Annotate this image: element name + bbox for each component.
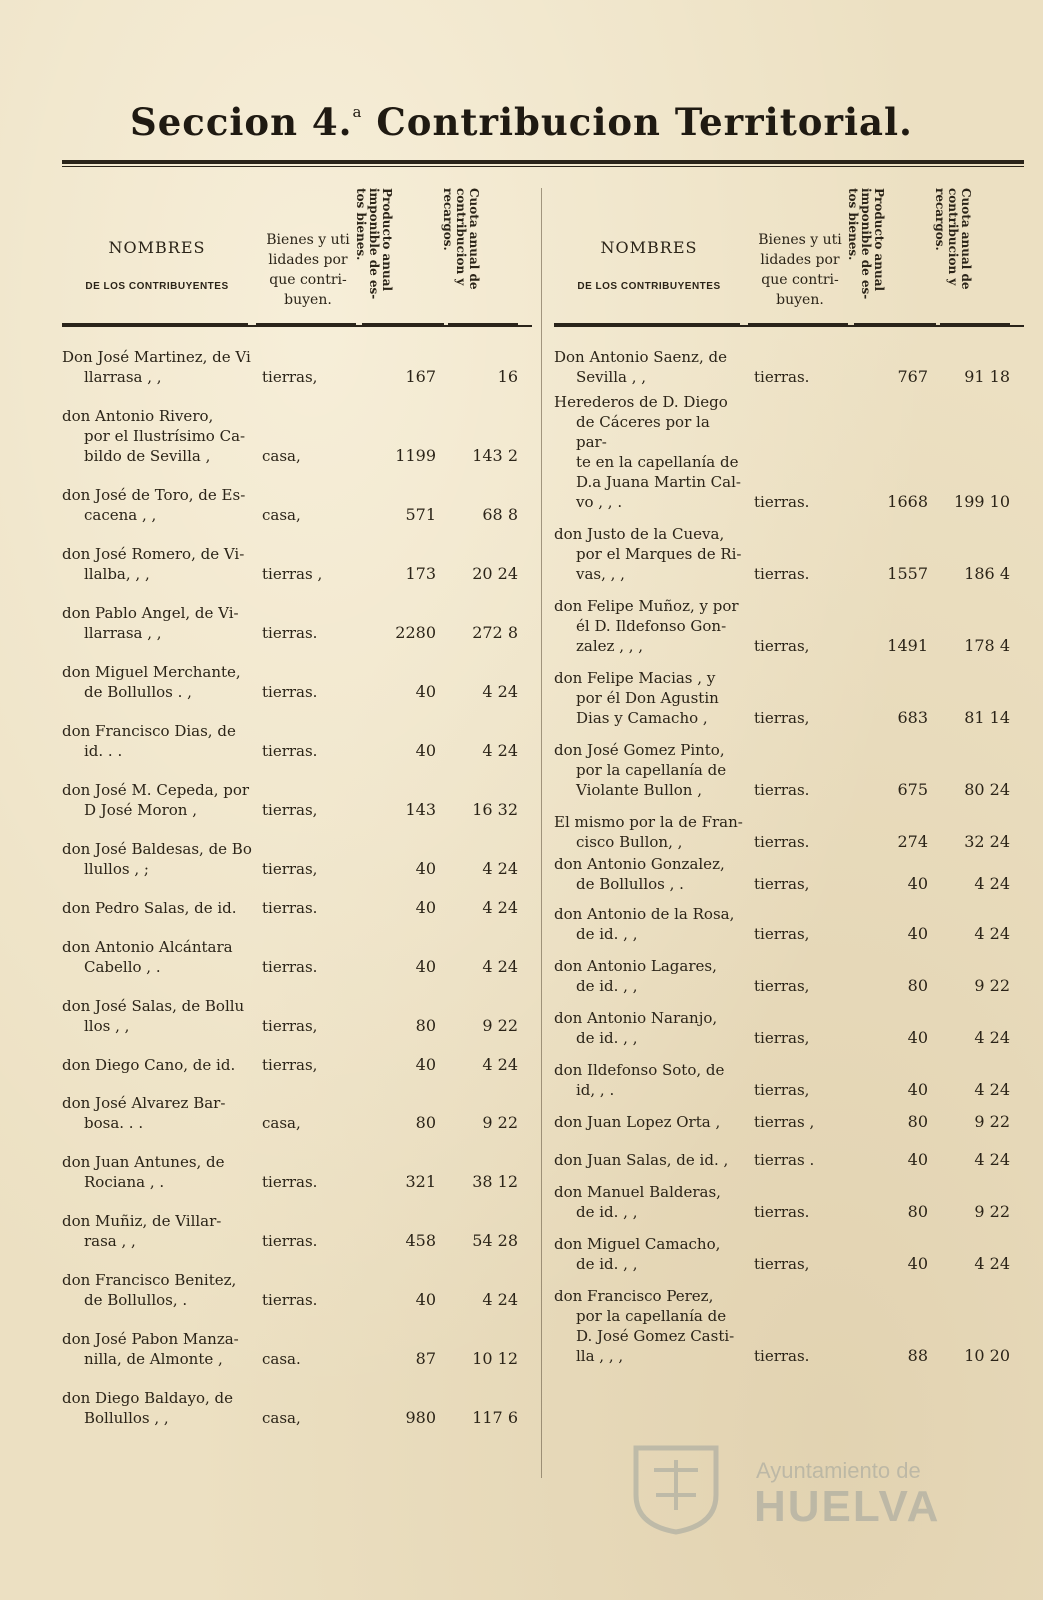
bienes-cell: tierras, [262, 368, 318, 386]
producto-cell: 40 [907, 1254, 928, 1273]
cuota-cell: 4 24 [482, 898, 518, 917]
table-row [62, 996, 532, 1036]
bienes-cell: tierras, [262, 1056, 318, 1074]
contributor-name-line: don Antonio Naranjo, [554, 1009, 718, 1027]
contributor-name-line: don Manuel Balderas, [554, 1183, 721, 1201]
contributor-name-line: id, , . [576, 1081, 615, 1099]
contributor-name [554, 1150, 744, 1170]
producto-cell: 458 [405, 1231, 436, 1250]
contributor-name-line: cisco Bullon, , [576, 833, 683, 851]
table-row [62, 1152, 532, 1192]
contributor-name-line: don Juan Antunes, de [62, 1153, 225, 1171]
contributor-name-line: él D. Ildefonso Gon- [576, 617, 727, 635]
table-row [554, 1286, 1024, 1366]
producto-cell: 40 [415, 741, 436, 760]
header-cuota-right: Cuota anual de contribucion y recargos. [933, 188, 973, 290]
contributor-name-line: cacena , , [84, 506, 157, 524]
contributor-name-line: don Miguel Merchante, [62, 663, 241, 681]
contributor-name-line: zalez , , , [576, 637, 644, 655]
contributor-name-line: por el Ilustrísimo Ca- [84, 427, 246, 445]
contributor-name-line: don Pablo Angel, de Vi- [62, 604, 239, 622]
bienes-cell: tierras. [262, 1291, 318, 1309]
contributor-name [62, 839, 252, 879]
bienes-cell: casa, [262, 447, 301, 465]
contributor-name-line: bosa. . . [84, 1114, 144, 1132]
table-row [62, 603, 532, 643]
producto-cell: 2280 [395, 623, 436, 642]
table-row [62, 937, 532, 977]
contributor-name [62, 662, 252, 702]
bienes-cell: tierras. [754, 1347, 810, 1365]
contributor-name-line: de Cáceres por la par- [576, 413, 710, 451]
bienes-cell: tierras. [754, 833, 810, 851]
contributor-name-line: Violante Bullon , [576, 781, 702, 799]
contributor-name [554, 956, 744, 996]
contributor-name-line: don Francisco Dias, de [62, 722, 236, 740]
producto-cell: 40 [907, 924, 928, 943]
contributor-name-line: don Antonio Rivero, [62, 407, 214, 425]
contributor-name-line: don Ildefonso Soto, de [554, 1061, 725, 1079]
table-row [554, 1008, 1024, 1048]
bienes-cell: tierras. [754, 1203, 810, 1221]
producto-cell: 80 [907, 1202, 928, 1221]
producto-cell: 80 [415, 1016, 436, 1035]
cuota-cell: 4 24 [482, 957, 518, 976]
contributor-name-line: por él Don Agustin [576, 689, 719, 707]
contributor-name-line: don Felipe Macias , y [554, 669, 716, 687]
table-row [554, 1060, 1024, 1100]
crest-icon [626, 1440, 726, 1535]
contributor-name [554, 524, 744, 584]
producto-cell: 40 [415, 859, 436, 878]
contributor-name-line: por el Marques de Ri- [576, 545, 742, 563]
contributor-name [62, 1211, 252, 1251]
producto-cell: 40 [907, 874, 928, 893]
contributor-name-line: por la capellanía de [576, 1307, 727, 1325]
contributor-name-line: D José Moron , [84, 801, 197, 819]
contributor-name-line: Sevilla , , [576, 368, 647, 386]
contributor-name-line: don Francisco Benitez, [62, 1271, 237, 1289]
header-contribuyentes: DE LOS CONTRIBUYENTES [85, 281, 229, 292]
bienes-cell: tierras , [262, 565, 323, 583]
header-nombres-right [554, 238, 744, 292]
table-row [62, 1329, 532, 1369]
cuota-cell: 9 22 [974, 1202, 1010, 1221]
cuota-cell: 4 24 [482, 1290, 518, 1309]
bienes-cell: tierras, [262, 801, 318, 819]
table-row [62, 1055, 532, 1075]
contributor-name-line: Don José Martinez, de Vi [62, 348, 251, 366]
bienes-cell: tierras. [262, 958, 318, 976]
producto-cell: 1668 [887, 492, 928, 511]
contributor-name [62, 996, 252, 1036]
contributor-name-line: de Bollullos . , [84, 683, 192, 701]
contributor-name-line: don Francisco Perez, [554, 1287, 714, 1305]
bienes-cell: tierras, [754, 1029, 810, 1047]
contributor-name [62, 721, 252, 761]
bienes-cell: tierras, [754, 709, 810, 727]
bienes-cell: tierras, [754, 875, 810, 893]
contributor-name [554, 668, 744, 728]
bienes-cell: tierras. [262, 742, 318, 760]
contributor-name-line: rasa , , [84, 1232, 136, 1250]
bienes-cell: tierras. [262, 899, 318, 917]
producto-cell: 40 [415, 1290, 436, 1309]
cuota-cell: 4 24 [482, 682, 518, 701]
contributor-name-line: don Pedro Salas, de id. [62, 899, 237, 917]
table-row [62, 347, 532, 387]
contributor-name [62, 347, 252, 387]
cuota-cell: 54 28 [472, 1231, 518, 1250]
contributor-name [62, 1388, 252, 1428]
producto-cell: 173 [405, 564, 436, 583]
contributor-name [62, 1093, 252, 1133]
table-row [554, 1234, 1024, 1274]
producto-cell: 40 [907, 1080, 928, 1099]
cuota-cell: 272 8 [472, 623, 518, 642]
cuota-cell: 9 22 [974, 1112, 1010, 1131]
contributor-name-line: don Muñiz, de Villar- [62, 1212, 222, 1230]
contributor-name [554, 740, 744, 800]
bienes-cell: tierras, [754, 1081, 810, 1099]
producto-cell: 40 [415, 1055, 436, 1074]
cuota-cell: 38 12 [472, 1172, 518, 1191]
contributor-name [554, 1008, 744, 1048]
contributor-name-line: Rociana , . [84, 1173, 165, 1191]
contributor-name-line: don Diego Cano, de id. [62, 1056, 236, 1074]
header-bienes: Bienes y uti lidades por que contri- buyen. [266, 232, 350, 308]
contributor-name-line: de id. , , [576, 977, 638, 995]
contributor-name-line: vo , , . [576, 493, 623, 511]
contributor-name [554, 1182, 744, 1222]
bienes-cell: tierras. [262, 683, 318, 701]
right-rows [554, 347, 1024, 1366]
contributor-name-line: don Miguel Camacho, [554, 1235, 721, 1253]
producto-cell: 571 [405, 505, 436, 524]
cuota-cell: 16 32 [472, 800, 518, 819]
table-row [554, 347, 1024, 387]
cuota-cell: 143 2 [472, 446, 518, 465]
bienes-cell: casa, [262, 506, 301, 524]
contributor-name-line: llarrasa , , [84, 624, 162, 642]
producto-cell: 40 [907, 1150, 928, 1169]
cuota-cell: 80 24 [964, 780, 1010, 799]
contributor-name-line: don Antonio Alcántara [62, 938, 233, 956]
table-row [62, 1211, 532, 1251]
contributor-name [554, 1286, 744, 1366]
header-cuota: Cuota anual de contribucion y recargos. [441, 188, 481, 290]
producto-cell: 321 [405, 1172, 436, 1191]
header-contribuyentes-right: DE LOS CONTRIBUYENTES [577, 281, 721, 292]
cuota-cell: 10 20 [964, 1346, 1010, 1365]
title-rest: Contribucion Territorial. [362, 100, 913, 144]
header-bienes-right: Bienes y uti lidades por que contri- buyen. [758, 232, 842, 308]
producto-cell: 40 [907, 1028, 928, 1047]
cuota-cell: 4 24 [482, 1055, 518, 1074]
table-row [554, 812, 1024, 852]
contributor-name [62, 406, 252, 466]
table-row [62, 406, 532, 466]
cuota-cell: 4 24 [974, 1254, 1010, 1273]
header-nombres-right-label: NOMBRES [600, 238, 698, 257]
contributor-name-line: D. José Gomez Casti- [576, 1327, 735, 1345]
cuota-cell: 4 24 [974, 924, 1010, 943]
cuota-cell: 91 18 [964, 367, 1010, 386]
contributor-name [554, 392, 744, 512]
table-row [62, 839, 532, 879]
bienes-cell: tierras, [754, 977, 810, 995]
bienes-cell: tierras. [262, 1173, 318, 1191]
left-column [62, 180, 532, 1447]
producto-cell: 40 [415, 957, 436, 976]
producto-cell: 274 [897, 832, 928, 851]
header-producto: Producto anual imponible de es- tos bienes. [354, 188, 394, 300]
bienes-cell: tierras . [754, 1151, 815, 1169]
cuota-cell: 32 24 [964, 832, 1010, 851]
cuota-cell: 9 22 [482, 1016, 518, 1035]
contributor-name [62, 544, 252, 584]
contributor-name-line: vas, , , [576, 565, 625, 583]
bienes-cell: tierras. [262, 624, 318, 642]
contributor-name [554, 1060, 744, 1100]
header-nombres-label: NOMBRES [108, 238, 206, 257]
cuota-cell: 9 22 [482, 1113, 518, 1132]
contributor-name-line: don Juan Salas, de id. , [554, 1151, 729, 1169]
contributor-name-line: don José Romero, de Vi- [62, 545, 245, 563]
contributor-name [62, 485, 252, 525]
cuota-cell: 16 [497, 367, 518, 386]
contributor-name-line: don José Gomez Pinto, [554, 741, 725, 759]
contributor-name [62, 937, 252, 977]
table-row [554, 904, 1024, 944]
cuota-cell: 68 8 [482, 505, 518, 524]
contributor-name-line: de id. , , [576, 925, 638, 943]
table-row [554, 1112, 1024, 1132]
column-divider [541, 188, 542, 1478]
cuota-cell: 117 6 [472, 1408, 518, 1427]
contributor-name-line: El mismo por la de Fran- [554, 813, 743, 831]
table-row [62, 1388, 532, 1428]
contributor-name [62, 1055, 252, 1075]
contributor-name-line: Herederos de D. Diego [554, 393, 728, 411]
contributor-name-line: te en la capellanía de [576, 453, 739, 471]
left-rows [62, 347, 532, 1428]
contributor-name-line: Cabello , . [84, 958, 161, 976]
producto-cell: 87 [415, 1349, 436, 1368]
contributor-name-line: llullos , ; [84, 860, 149, 878]
contributor-name [62, 1329, 252, 1369]
producto-cell: 40 [415, 682, 436, 701]
title-rule-thin [62, 166, 1024, 167]
bienes-cell: casa, [262, 1409, 301, 1427]
contributor-name-line: bildo de Sevilla , [84, 447, 211, 465]
producto-cell: 143 [405, 800, 436, 819]
producto-cell: 675 [897, 780, 928, 799]
contributor-name-line: don José Alvarez Bar- [62, 1094, 226, 1112]
cuota-cell: 4 24 [482, 859, 518, 878]
contributor-name-line: por la capellanía de [576, 761, 727, 779]
left-table-header [62, 180, 532, 327]
contributor-name-line: don Antonio Gonzalez, [554, 855, 725, 873]
table-row [62, 721, 532, 761]
cuota-cell: 178 4 [964, 636, 1010, 655]
contributor-name-line: de Bollullos , . [576, 875, 684, 893]
producto-cell: 40 [415, 898, 436, 917]
contributor-name-line: nilla, de Almonte , [84, 1350, 223, 1368]
title-rule-thick [62, 160, 1024, 164]
bienes-cell: tierras , [754, 1113, 815, 1131]
right-column [554, 180, 1024, 1378]
watermark-line2: HUELVA [754, 1482, 941, 1531]
contributor-name-line: don Juan Lopez Orta , [554, 1113, 721, 1131]
table-row [554, 596, 1024, 656]
watermark [626, 1440, 956, 1535]
table-row [554, 668, 1024, 728]
cuota-cell: 186 4 [964, 564, 1010, 583]
contributor-name-line: don José Pabon Manza- [62, 1330, 239, 1348]
bienes-cell: tierras, [262, 1017, 318, 1035]
contributor-name-line: Bollullos , , [84, 1409, 169, 1427]
producto-cell: 767 [897, 367, 928, 386]
cuota-cell: 4 24 [974, 1150, 1010, 1169]
bienes-cell: tierras. [754, 368, 810, 386]
table-row [554, 854, 1024, 894]
contributor-name [554, 1112, 744, 1132]
cuota-cell: 199 10 [954, 492, 1010, 511]
header-nombres [62, 238, 252, 292]
bienes-cell: tierras. [754, 493, 810, 511]
right-table-header [554, 180, 1024, 327]
contributor-name-line: don Antonio de la Rosa, [554, 905, 735, 923]
bienes-cell: tierras, [754, 925, 810, 943]
contributor-name [62, 1270, 252, 1310]
contributor-name-line: de id. , , [576, 1255, 638, 1273]
bienes-cell: casa. [262, 1350, 301, 1368]
bienes-cell: tierras. [754, 781, 810, 799]
contributor-name-line: don Antonio Lagares, [554, 957, 717, 975]
contributor-name-line: don Felipe Muñoz, y por [554, 597, 739, 615]
table-row [554, 956, 1024, 996]
title-main: Seccion 4. [130, 100, 353, 144]
cuota-cell: 9 22 [974, 976, 1010, 995]
contributor-name-line: de id. , , [576, 1029, 638, 1047]
producto-cell: 1199 [395, 446, 436, 465]
producto-cell: 88 [907, 1346, 928, 1365]
contributor-name-line: don José de Toro, de Es- [62, 486, 246, 504]
bienes-cell: tierras. [262, 1232, 318, 1250]
bienes-cell: tierras, [754, 637, 810, 655]
bienes-cell: tierras, [754, 1255, 810, 1273]
contributor-name-line: id. . . [84, 742, 123, 760]
table-row [554, 1150, 1024, 1170]
table-row [62, 662, 532, 702]
contributor-name [554, 854, 744, 894]
contributor-name [554, 812, 744, 852]
bienes-cell: tierras, [262, 860, 318, 878]
contributor-name-line: llarrasa , , [84, 368, 162, 386]
cuota-cell: 81 14 [964, 708, 1010, 727]
contributor-name-line: don José M. Cepeda, por [62, 781, 250, 799]
page-title [0, 100, 1043, 144]
producto-cell: 1557 [887, 564, 928, 583]
cuota-cell: 20 24 [472, 564, 518, 583]
contributor-name [554, 347, 744, 387]
contributor-name-line: Don Antonio Saenz, de [554, 348, 727, 366]
contributor-name-line: de Bollullos, . [84, 1291, 188, 1309]
contributor-name [554, 1234, 744, 1274]
contributor-name-line: don Justo de la Cueva, [554, 525, 725, 543]
contributor-name-line: de id. , , [576, 1203, 638, 1221]
cuota-cell: 4 24 [974, 1028, 1010, 1047]
producto-cell: 80 [415, 1113, 436, 1132]
contributor-name-line: don José Salas, de Bollu [62, 997, 245, 1015]
table-row [62, 1093, 532, 1133]
table-row [554, 1182, 1024, 1222]
contributor-name-line: lla , , , [576, 1347, 624, 1365]
table-row [554, 524, 1024, 584]
table-row [62, 544, 532, 584]
producto-cell: 80 [907, 1112, 928, 1131]
contributor-name [554, 596, 744, 656]
title-sup: a [352, 103, 363, 121]
bienes-cell: tierras. [754, 565, 810, 583]
contributor-name-line: D.a Juana Martin Cal- [576, 473, 741, 491]
producto-cell: 1491 [887, 636, 928, 655]
watermark-line1: Ayuntamiento de [756, 1458, 921, 1483]
table-row [62, 1270, 532, 1310]
producto-cell: 980 [405, 1408, 436, 1427]
cuota-cell: 10 12 [472, 1349, 518, 1368]
table-row [62, 780, 532, 820]
contributor-name [554, 904, 744, 944]
producto-cell: 80 [907, 976, 928, 995]
contributor-name-line: don Diego Baldayo, de [62, 1389, 233, 1407]
contributor-name [62, 1152, 252, 1192]
table-row [554, 392, 1024, 512]
contributor-name-line: don José Baldesas, de Bo [62, 840, 252, 858]
table-row [554, 740, 1024, 800]
cuota-cell: 4 24 [974, 874, 1010, 893]
producto-cell: 683 [897, 708, 928, 727]
cuota-cell: 4 24 [974, 1080, 1010, 1099]
contributor-name-line: llalba, , , [84, 565, 150, 583]
producto-cell: 167 [405, 367, 436, 386]
header-producto-right: Producto anual imponible de es- tos bienes. [846, 188, 886, 300]
contributor-name [62, 898, 252, 918]
bienes-cell: casa, [262, 1114, 301, 1132]
contributor-name [62, 603, 252, 643]
table-row [62, 485, 532, 525]
contributor-name-line: Dias y Camacho , [576, 709, 708, 727]
cuota-cell: 4 24 [482, 741, 518, 760]
contributor-name [62, 780, 252, 820]
contributor-name-line: llos , , [84, 1017, 130, 1035]
table-row [62, 898, 532, 918]
